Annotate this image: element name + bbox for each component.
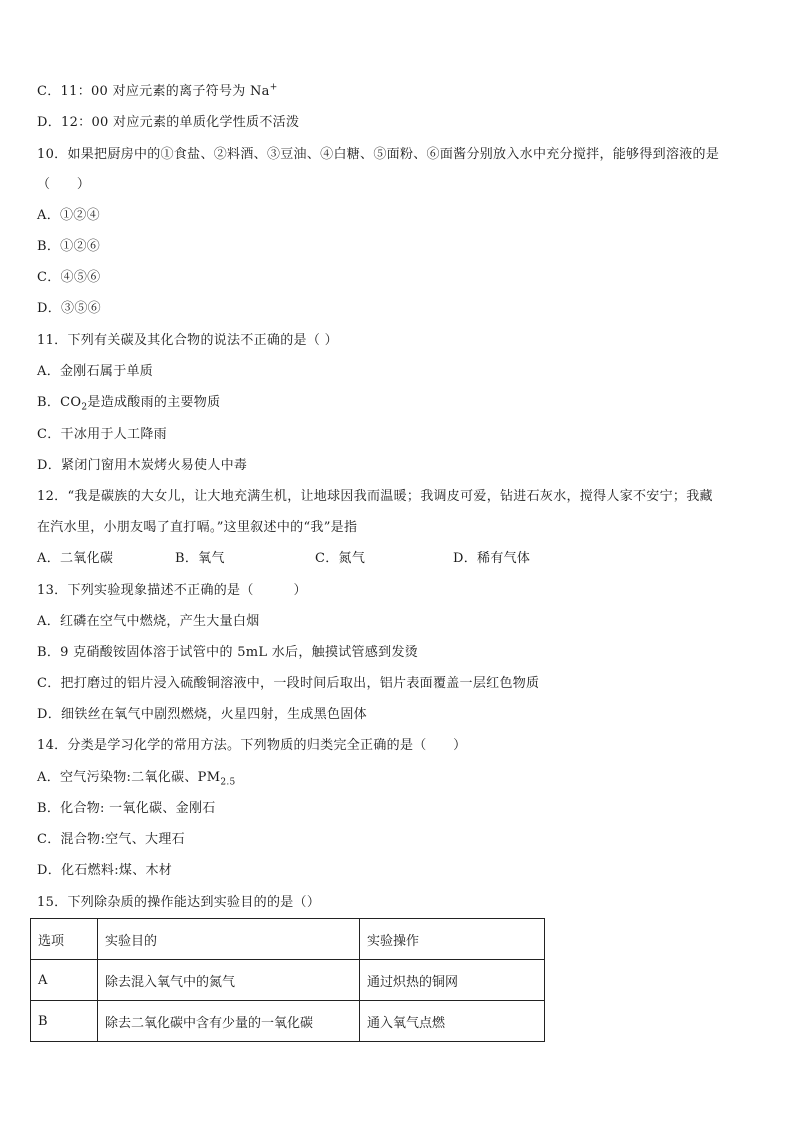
- table-cell-operation: 通过炽热的铜网: [360, 960, 545, 1001]
- q14-option-d: D．化石燃料:煤、木材: [37, 863, 173, 878]
- q10-option-c: C．④⑤⑥: [37, 270, 101, 285]
- q11-option-b-pre: B．CO: [37, 395, 82, 410]
- q10-option-a: A．①②④: [37, 208, 100, 223]
- q14-option-b: B．化合物: 一氧化碳、金刚石: [37, 801, 216, 816]
- q12-stem-line1: 12．“我是碳族的大女儿，让大地充满生机，让地球因我而温暖；我调皮可爱，钻进石灰水，搅得人家不安宁；我藏: [37, 489, 713, 504]
- table-header-option: 选项: [31, 919, 98, 960]
- q13-option-d: D．细铁丝在氧气中剧烈燃烧，火星四射，生成黑色固体: [37, 707, 367, 722]
- table-cell-operation: 通入氧气点燃: [360, 1001, 545, 1042]
- q12-option-d: D．稀有气体: [453, 551, 531, 566]
- table-header-row: [31, 919, 545, 960]
- q13-option-b: B．9 克硝酸铵固体溶于试管中的 5mL 水后，触摸试管感到发烫: [37, 645, 419, 660]
- q9-option-d: D．12：00 对应元素的单质化学性质不活泼: [37, 115, 300, 130]
- table-row: [31, 1001, 545, 1042]
- q13-stem: 13．下列实验现象描述不正确的是（ ）: [37, 583, 307, 598]
- q12-stem-line2: 在汽水里，小朋友喝了直打嗝。”这里叙述中的“我”是指: [37, 520, 358, 535]
- q11-option-b: [37, 395, 220, 411]
- q9-option-c-text: C．11：00 对应元素的离子符号为 Na: [37, 84, 270, 99]
- q11-stem: 11．下列有关碳及其化合物的说法不正确的是（ ）: [37, 333, 338, 348]
- q12-option-c: C．氮气: [315, 551, 366, 566]
- q9-option-c: [37, 84, 278, 100]
- q10-bracket: （ ）: [37, 177, 91, 192]
- q14-option-a-pre: A．空气污染物:二氧化碳、PM: [37, 770, 221, 785]
- q11-option-d: D．紧闭门窗用木炭烤火易使人中毒: [37, 458, 248, 473]
- q12-option-b: B．氧气: [175, 551, 225, 566]
- q15-stem: 15．下列除杂质的操作能达到实验目的的是（）: [37, 895, 321, 910]
- q11-option-b-sub: 2: [81, 402, 88, 413]
- q13-option-a: A．红磷在空气中燃烧，产生大量白烟: [37, 614, 260, 629]
- q10-stem: 10．如果把厨房中的①食盐、②料酒、③豆油、④白糖、⑤面粉、⑥面酱分别放入水中充分搅拌，能够得到溶液的是: [37, 147, 720, 162]
- q14-option-c: C．混合物:空气、大理石: [37, 832, 185, 847]
- q14-option-a: [37, 770, 236, 786]
- q11-option-b-post: 是造成酸雨的主要物质: [87, 395, 221, 410]
- table-header-purpose: 实验目的: [98, 919, 360, 960]
- table-header-operation: 实验操作: [360, 919, 545, 960]
- q11-option-c: C．干冰用于人工降雨: [37, 427, 167, 442]
- q11-option-a: A．金刚石属于单质: [37, 364, 154, 379]
- q14-option-a-sub: 2.5: [220, 777, 236, 788]
- q10-option-b: B．①②⑥: [37, 239, 101, 254]
- q15-table: [30, 918, 545, 1042]
- table-cell-purpose: 除去二氧化碳中含有少量的一氧化碳: [98, 1001, 360, 1042]
- table-cell-purpose: 除去混入氧气中的氮气: [98, 960, 360, 1001]
- q12-option-a: A．二氧化碳: [37, 551, 114, 566]
- q12-options: [37, 551, 530, 567]
- table-cell-option: B: [31, 1001, 98, 1042]
- q10-option-d: D．③⑤⑥: [37, 301, 101, 316]
- q9-option-c-sup: +: [269, 82, 278, 93]
- q14-stem: 14．分类是学习化学的常用方法。下列物质的归类完全正确的是（ ）: [37, 738, 467, 753]
- table-row: [31, 960, 545, 1001]
- table-cell-option: A: [31, 960, 98, 1001]
- q13-option-c: C．把打磨过的铝片浸入硫酸铜溶液中，一段时间后取出，铝片表面覆盖一层红色物质: [37, 676, 540, 691]
